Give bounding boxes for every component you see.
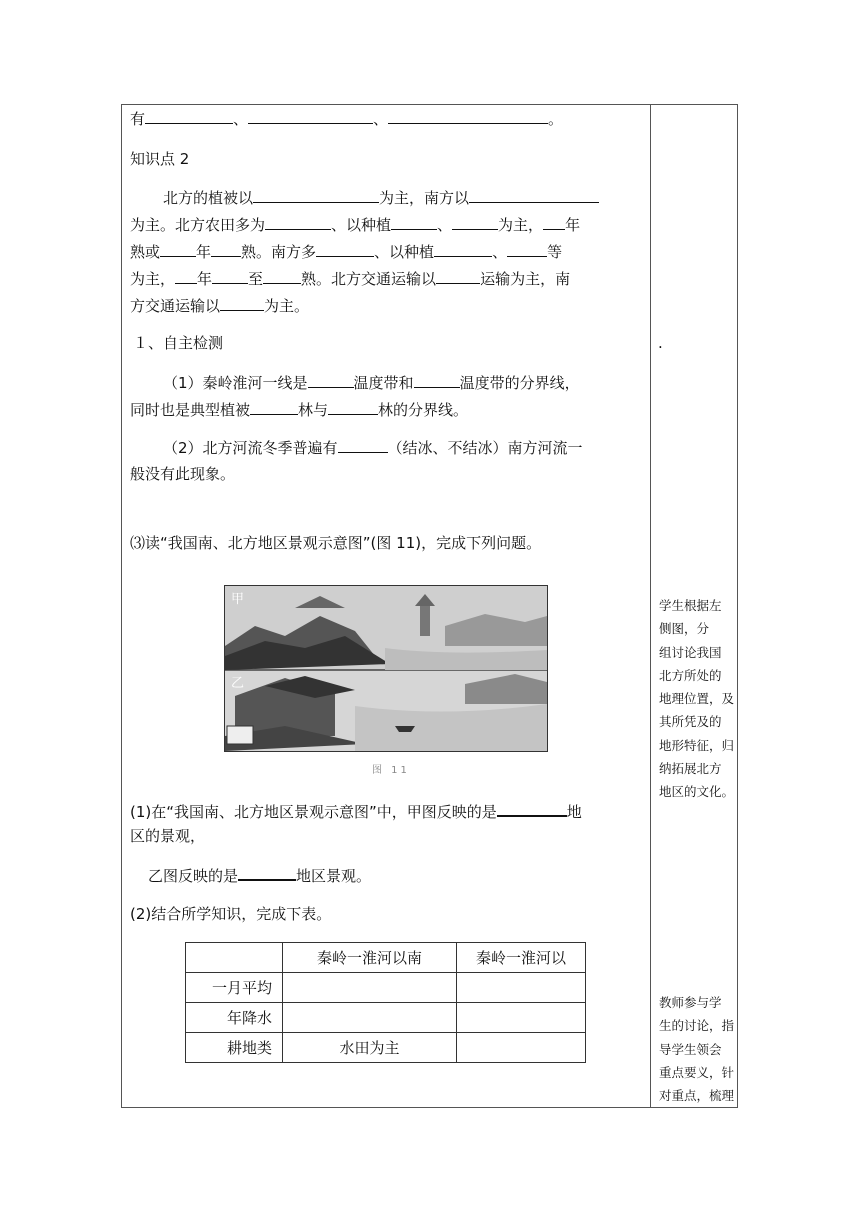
sub1-line-1: (1)在“我国南、北方地区景观示意图”中，甲图反映的是 地 [130, 799, 582, 823]
q3-prompt: ⑶读“我国南、北方地区景观示意图”(图 11)，完成下列问题。 [130, 534, 542, 552]
kp2-line-2: 为主。北方农田多为 、以种植 、 为主， 年 [130, 213, 580, 236]
landscape-illustration [225, 586, 547, 751]
q1-line-1: （1）秦岭淮河一线是 温度带和 温度带的分界线， [163, 371, 580, 394]
answer-line-1: 有 、 、 。 [130, 107, 563, 130]
blank[interactable] [248, 107, 373, 124]
knowledge-point-title: 知识点 2 [130, 150, 190, 168]
figure-label-yi: 乙 [231, 676, 245, 691]
blank[interactable] [388, 107, 548, 124]
self-check-title: １、自主检测 [133, 334, 224, 352]
comparison-table [185, 942, 586, 1063]
blank[interactable] [145, 107, 233, 124]
side-note-teacher: 教师参与学 生的讨论，指 导学生领会 重点要义，针 对重点，梳理 [659, 995, 735, 1104]
figure-label-jia: 甲 [231, 592, 245, 607]
table-row: 耕地类 水田为主 [186, 1033, 586, 1063]
q1-line-2: 同时也是典型植被 林与 林的分界线。 [130, 398, 468, 421]
side-dot: . [658, 334, 663, 352]
table-row: 一月平均 [186, 973, 586, 1003]
q2-line-1: （2）北方河流冬季普遍有 （结冰、不结冰）南方河流一 [163, 436, 583, 459]
table-row: 年降水 [186, 1003, 586, 1033]
kp2-line-1: 北方的植被以 为主，南方以 [163, 186, 599, 209]
side-note-students: 学生根据左 侧图，分 组讨论我国 北方所处的 地理位置，及 其所凭及的 地形特征，归 纳拓展北方 地区的文化。 [659, 598, 735, 800]
column-divider [650, 104, 651, 1108]
landscape-figure [224, 585, 548, 752]
kp2-line-5: 方交通运输以 为主。 [130, 294, 309, 317]
sub1-line-2: 区的景观， [130, 827, 206, 845]
figure-caption: 图 11 [372, 765, 410, 776]
sub1-line-3: 乙图反映的是 地区景观。 [148, 863, 371, 887]
q2-line-2: 般没有此现象。 [130, 465, 236, 483]
kp2-line-3: 熟或 年 熟。南方多 、以种植 、 等 [130, 240, 562, 263]
sub2-prompt: (2)结合所学知识，完成下表。 [130, 905, 332, 923]
table-row: 秦岭一淮河以南 秦岭一淮河以 [186, 943, 586, 973]
kp2-line-4: 为主， 年 至 熟。北方交通运输以 运输为主，南 [130, 267, 570, 290]
